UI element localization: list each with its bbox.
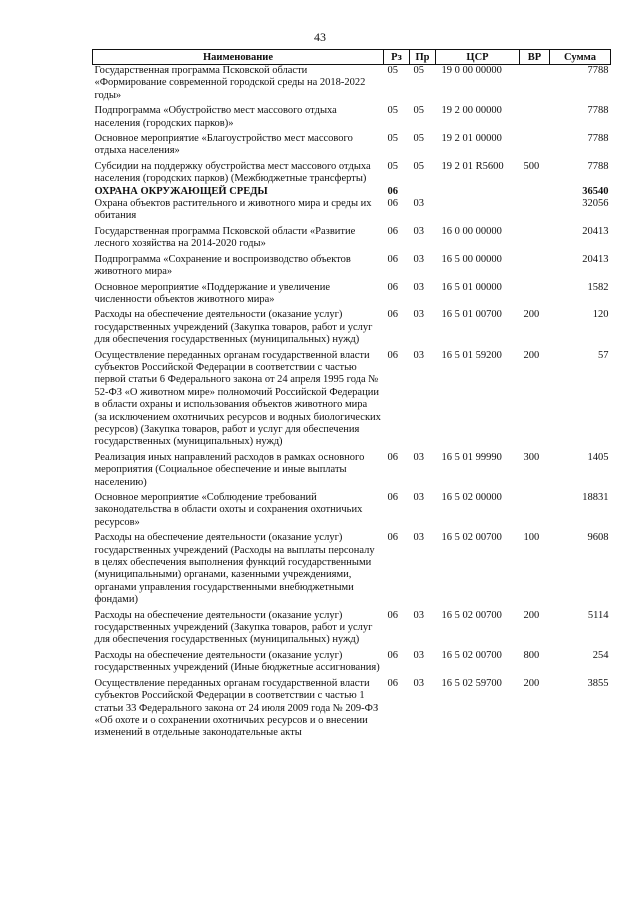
cell-name: Основное мероприятие «Благоустройство мест массового отдыха населения» [94, 133, 353, 157]
cell-vr: 500 [523, 160, 540, 172]
cell-pr: 03 [413, 198, 424, 210]
cell-csr: 16 0 00 00000 [441, 225, 502, 237]
cell-name: Осуществление переданных органам государственной власти субъектов Российской Федерации в соответствии с частью первой статьи 6 Федерального закона от 24 апреля 1995 года № 52-ФЗ «О животном мире» полномочий Российской Федерации в области охраны и использования объектов животного мира (за исключением охотничьих ресурсов и водных биологических ресурсов) (Закупка товаров, работ и услуг для обеспечения государственных (муниципальных) нужд) [94, 349, 381, 448]
cell-vr: 200 [523, 677, 540, 689]
cell-pr: 05 [413, 133, 424, 145]
cell-vr: 200 [523, 349, 540, 361]
header-name: Наименование [93, 50, 384, 65]
table-row [93, 449, 611, 489]
cell-sum: 120 [592, 309, 609, 321]
table-row [93, 223, 611, 251]
cell-name: ОХРАНА ОКРУЖАЮЩЕЙ СРЕДЫ [94, 185, 268, 197]
cell-csr: 16 5 01 00000 [441, 281, 502, 293]
cell-csr: 19 2 01 00000 [441, 133, 502, 145]
table-row [93, 675, 611, 740]
table-row [93, 607, 611, 647]
cell-sum: 7788 [587, 160, 609, 172]
cell-vr: 200 [523, 609, 540, 621]
cell-sum: 7788 [587, 105, 609, 117]
cell-csr: 16 5 02 00700 [441, 649, 502, 661]
cell-sum: 1582 [587, 281, 609, 293]
cell-name: Подпрограмма «Обустройство мест массового отдыха населения (городских парков)» [94, 105, 337, 129]
cell-name: Расходы на обеспечение деятельности (оказание услуг) государственных учреждений (Закупка товаров, работ и услуг для обеспечения государственных (муниципальных) нужд) [94, 309, 373, 346]
header-sum: Сумма [550, 50, 611, 65]
cell-vr: 200 [523, 309, 540, 321]
table-body [93, 65, 611, 740]
cell-vr [520, 198, 550, 223]
cell-pr: 05 [413, 65, 424, 76]
table-row [93, 306, 611, 346]
cell-sum: 18831 [582, 492, 609, 503]
cell-vr: 300 [523, 451, 540, 463]
cell-rz: 06 [387, 492, 398, 503]
cell-pr [410, 186, 436, 198]
cell-name: Государственная программа Псковской области «Развитие лесного хозяйства на 2014-2020 годы» [94, 225, 356, 250]
table-row [93, 198, 611, 223]
cell-rz: 06 [387, 349, 398, 361]
table-row [93, 251, 611, 279]
cell-pr: 03 [413, 649, 424, 661]
cell-rz: 06 [387, 451, 398, 463]
cell-rz: 06 [387, 609, 398, 621]
cell-sum: 1405 [587, 451, 609, 463]
cell-csr: 16 5 02 00700 [441, 532, 502, 544]
table-header-row [93, 50, 611, 65]
cell-sum: 32056 [582, 198, 609, 210]
header-pr: Пр [410, 50, 436, 65]
cell-pr: 03 [413, 532, 424, 544]
cell-sum: 3855 [587, 677, 609, 689]
cell-pr: 03 [413, 309, 424, 321]
table-row [93, 279, 611, 307]
cell-vr [520, 489, 550, 529]
cell-csr: 19 2 00 00000 [441, 105, 502, 117]
page-number: 43 [314, 30, 326, 44]
cell-csr [436, 186, 520, 198]
cell-rz: 06 [387, 198, 398, 210]
cell-csr: 16 5 01 59200 [441, 349, 502, 361]
cell-csr: 19 0 00 00000 [441, 65, 502, 76]
cell-pr: 03 [413, 451, 424, 463]
cell-rz: 06 [387, 253, 398, 265]
cell-vr [520, 251, 550, 279]
header-rz: Рз [384, 50, 410, 65]
table-row [93, 158, 611, 186]
cell-sum: 7788 [587, 133, 609, 145]
cell-csr: 16 5 02 59700 [441, 677, 502, 689]
cell-name: Основное мероприятие «Поддержание и увеличение численности объектов животного мира» [94, 281, 331, 305]
cell-rz: 06 [387, 532, 398, 544]
cell-rz: 06 [387, 677, 398, 689]
cell-sum: 36540 [582, 185, 609, 197]
cell-vr [520, 65, 550, 103]
cell-name: Государственная программа Псковской области «Формирование современной городской среды на 2018-2022 годы» [94, 65, 366, 101]
cell-rz: 05 [387, 160, 398, 172]
cell-name: Охрана объектов растительного и животного мира и среды их обитания [94, 198, 372, 222]
cell-vr [520, 130, 550, 158]
table-row [93, 489, 611, 529]
cell-csr: 16 5 00 00000 [441, 253, 502, 265]
cell-pr: 03 [413, 225, 424, 237]
cell-vr [520, 223, 550, 251]
cell-rz: 05 [387, 105, 398, 117]
cell-vr: 100 [523, 532, 540, 544]
cell-pr: 03 [413, 677, 424, 689]
cell-sum: 20413 [582, 225, 609, 237]
cell-vr [520, 279, 550, 307]
cell-rz: 06 [387, 225, 398, 237]
cell-pr: 03 [413, 609, 424, 621]
cell-rz: 06 [387, 309, 398, 321]
cell-name: Расходы на обеспечение деятельности (оказание услуг) государственных учреждений (Закупка товаров, работ и услуг для обеспечения государственных (муниципальных) нужд) [94, 609, 373, 646]
cell-csr: 16 5 01 00700 [441, 309, 502, 321]
header-csr: ЦСР [436, 50, 520, 65]
cell-rz: 06 [387, 281, 398, 293]
cell-rz: 06 [387, 649, 398, 661]
header-vr: ВР [520, 50, 550, 65]
table-row [93, 186, 611, 198]
cell-csr [436, 198, 520, 223]
cell-name: Основное мероприятие «Соблюдение требований законодательства в области охоты и сохранения охотничьих ресурсов» [94, 492, 363, 528]
cell-csr: 19 2 01 R5600 [441, 160, 504, 172]
cell-sum: 5114 [587, 609, 609, 621]
cell-pr: 05 [413, 160, 424, 172]
cell-sum: 9608 [587, 532, 609, 544]
cell-sum: 20413 [582, 253, 609, 265]
table-row [93, 65, 611, 103]
cell-pr: 03 [413, 281, 424, 293]
table-row [93, 130, 611, 158]
cell-rz: 05 [387, 65, 398, 76]
cell-name: Реализация иных направлений расходов в рамках основного мероприятия (Социальное обеспечение и иные выплаты населению) [94, 451, 365, 488]
cell-csr: 16 5 02 00700 [441, 609, 502, 621]
cell-sum: 57 [598, 349, 609, 361]
cell-vr: 800 [523, 649, 540, 661]
cell-sum: 254 [592, 649, 609, 661]
cell-vr [520, 186, 550, 198]
cell-csr: 16 5 01 99990 [441, 451, 502, 463]
cell-name: Осуществление переданных органам государственной власти субъектов Российской Федерации в соответствии с частью 1 статьи 33 Федерального закона от 24 июля 2009 года № 209-ФЗ «Об охоте и о сохранении охотничьих ресурсов и о внесении изменений в отдельные законодательные акты [94, 677, 379, 739]
cell-name: Расходы на обеспечение деятельности (оказание услуг) государственных учреждений (Иные бюджетные ассигнования) [94, 649, 380, 674]
table-row [93, 647, 611, 675]
cell-name: Субсидии на поддержку обустройства мест массового отдыха населения (городских парков) (Межбюджетные трансферты) [94, 160, 371, 185]
cell-csr: 16 5 02 00000 [441, 492, 502, 503]
table-row [93, 102, 611, 130]
budget-table [92, 49, 611, 740]
cell-rz: 06 [387, 185, 398, 197]
cell-rz: 05 [387, 133, 398, 145]
cell-name: Расходы на обеспечение деятельности (оказание услуг) государственных учреждений (Расходы на выплаты персоналу в целях обеспечения выполнения функций государственными (муниципальными) органами, казенными учреждениями, органами управления государственными внебюджетными фондами) [94, 532, 375, 606]
table-row [93, 529, 611, 606]
cell-pr: 05 [413, 105, 424, 117]
cell-pr: 03 [413, 253, 424, 265]
cell-vr [520, 102, 550, 130]
cell-pr: 03 [413, 492, 424, 503]
table-row [93, 347, 611, 449]
cell-name: Подпрограмма «Сохранение и воспроизводство объектов животного мира» [94, 253, 351, 278]
cell-sum: 7788 [587, 65, 609, 76]
cell-pr: 03 [413, 349, 424, 361]
